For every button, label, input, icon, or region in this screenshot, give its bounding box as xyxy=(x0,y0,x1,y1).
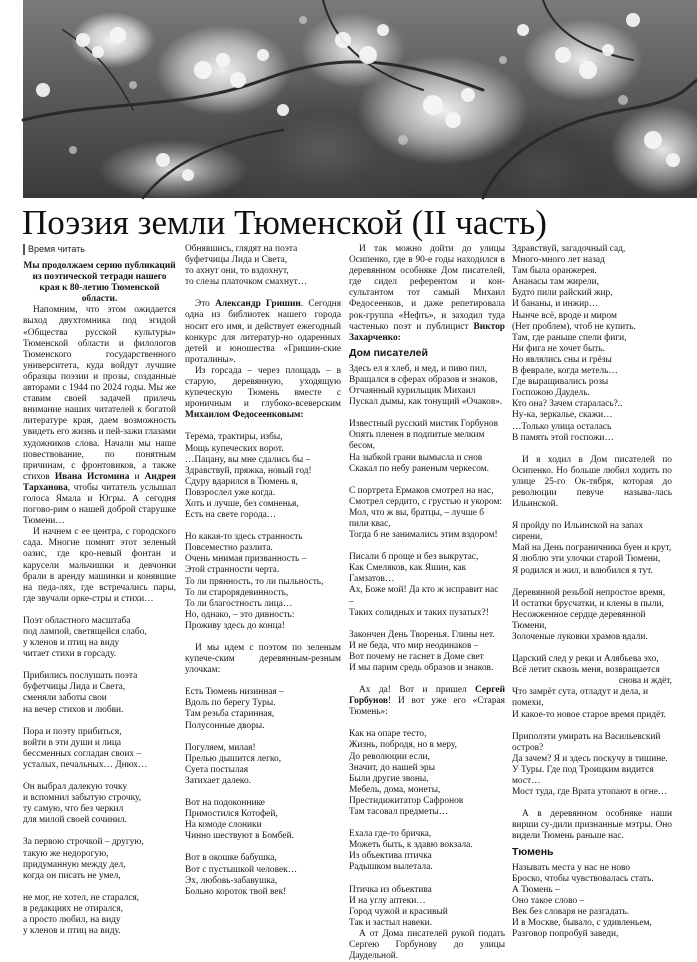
body-paragraph: Ах да! Вот и пришел Сергей Горбунов! И вот уже его «Старая Тюмень»: xyxy=(349,685,505,718)
body-paragraph: И начнем с ее центра, с городского сада. Многие помнят этот зеленый оазис, где кро-невый фонтан и карусели мальчишки и девчонки брали в аренду машинки и конявшие на педа-лях, где встречались пары, где звучали орке-стры и стихи… xyxy=(23,527,176,604)
poem-stanza: За первою строчкой – другую, такую же недорогую, придуманную между дел, когда он писать не умел, xyxy=(23,837,144,881)
poem-stanza: Терема, трактиры, избы, Мощь купеческих ворот. …Пацану, вы мне сдались бы – Здравствуй, пряжка, новый год! Сдуру вдарился в Тюмень я, Повзрослел уже когда. Хоть и лучше, без сомненья, Есть на свете города… xyxy=(185,432,312,521)
body-paragraph: А от Дома писателей рукой подать Сергею Горбунову до улицы Даудельной. xyxy=(349,928,505,962)
body-paragraph: Это Александр Гришин. Сегодня одна из библиотек нашего города носит его имя, и действует ежегодный конкурс для литератур-но одаренных детей и юношества «Гришин-ские проталины». xyxy=(185,299,341,365)
body-paragraph: Напомним, что этом ожидается выход двухтомника под эгидой «Общества русской культуры» Тюменской области и филологов Тюменского государственного университета, куда войдут лучшие образцы поэзии и прозы, созданные авторами с 1944 по 2024 годы. Мы же ставим своей задачей прилечь внимание наших читателей к богатой литературе края, даем возможность увидеть его жизнь и пей-зажи глазами художников слова. Начали мы наше повествование, по понятным причинам, с фронтовиков, а также стихов Ивана Истомина и Андрея Тарханова, чтобы читатель услышал голоса Ямала и Югры. А сегодня погово-рим о нашей доброй старушке Тюмени… xyxy=(23,305,176,527)
poem-stanza: Вот на подоконнике Примостился Котофей, На комоде слоники Чинно шествуют в Бомбей. xyxy=(185,798,294,842)
article-title: Поэзия земли Тюменской (II часть) xyxy=(22,203,547,242)
poem-title: Дом писателей xyxy=(349,346,428,359)
body-paragraph: А в деревянном особняке наши вирши су-дили признанные мэтры. Оно видели Тюмень раньше нас. xyxy=(512,809,672,842)
body-paragraph: И я ходил в Дом писателей по Осипенко. Но больше любил ходить по улице 25-го Ок-тября, которая до революции певуче называ-лась Ильинской. xyxy=(512,454,672,510)
poem-stanza: Пора и поэту прибиться, войти в эти души и лица бессменных согладан своих – усталых, печальных… Днюх… xyxy=(23,726,148,770)
poem-stanza: Вот в окошке бабушка, Вот с пустышкой человек… Эх, любовь-забавушка, Больно короток твой век! xyxy=(185,853,298,897)
poem-stanza: Царский след у реки и Алябьева эхо, Всё летит сквозь меня, возвращается снова и ждёт, Что замрёт сута, отладут и дела, и помехи, И какое-то новое старое время придёт. xyxy=(512,654,672,720)
column-3 xyxy=(349,244,505,962)
poem-stanza: Есть Тюмень низинная – Вдоль по берегу Туры. Там резьба старинная, Полусонные дворы. xyxy=(185,687,284,731)
poem-stanza: Здравствуй, загадочный сад, Много-много лет назад Там была оранжерея. Ананасы там жирели, Будто пили райский жир, И бананы, и инжир… Нынче всё, вроде и миром (Нет проблем), чтоб не купить. Там, где раньше спели фиги, Ни фига не хочет быть. Но являлись сны и грёзы В феврале, когда метель… Где выращивались розы Госпожою Даудель. Кто она? Зачем старалась?.. Ну-ка, зеркалье, скажи… …Только улица осталась В память этой госпожи… xyxy=(512,244,636,443)
poem-stanza: не мог, не хотел, не старался, в редакциях не отирался, а просто любил, на виду у кленов и птиц на виду. xyxy=(23,892,140,937)
poem-stanza: Погуляем, милая! Прелью дышится легко, Суета постылая Затихает далеко. xyxy=(185,742,282,786)
poem-stanza: С портрета Ермаков смотрел на нас, Смотрел сердито, с грустью и укором: Мол, что ж вы, братцы, – лучше б пили квас, Тогда б не занимались этим вздором! xyxy=(349,485,502,541)
header-photo xyxy=(23,0,697,198)
body-paragraph: И так можно дойти до улицы Осипенко, где в 90-е годы находился в деревянном особняке Дом писателей, где сидел референтом и кон-сультантом тот самый Михаил Федосеенков, и даже репетировала рок-группа «Нефть», и заходил туда частенько поэт и публицист Виктор Захарченко: xyxy=(349,244,505,343)
poem-stanza: Он выбрал далекую точку и вспомнил забытую строчку, ту самую, что без черкил для милой своей сочинил. xyxy=(23,782,142,826)
body-paragraph: И мы идем с поэтом по зеленым купече-ским деревянным-резным улочкам: xyxy=(185,643,341,676)
poem-stanza: Как на опаре тесто, Жизнь, побродя, но в меру, До революции если, Значит, до нашей эры Были другие звоны, Мебель, дома, монеты, Престидижитатор Сафронов Там тасовал предметы… xyxy=(349,729,464,818)
poem-stanza: Птичка из объектива И на углу аптеки… Город чужой и красивый Так и застыл навеки. xyxy=(349,884,448,928)
poem-stanza: Здесь ел я хлеб, и мед, и пиво пил, Вращался в сферах образов и знаков, Отчаянный курильщик Михаил Пускал дымы, как тонущий «Очаков». xyxy=(349,363,503,408)
blossom-branches-image xyxy=(23,0,697,198)
poem-stanza: Прибились послушать поэта буфетчицы Лида и Света, сменяли заботы свои на вечер стихов и любви. xyxy=(23,671,138,715)
poem-stanza: Закончен День Творенья. Глины нет. И не беда, что мир неодинаков – Вот почему не гаснет в Доме свет И мы парим средь образов и знаков. xyxy=(349,629,495,673)
poem-stanza: Известный русский мистик Горбунов Опять пленен в подпитые мелким бесом, На зыбкой грани вымысла и снов Скакал по небу раненым черкесом. xyxy=(349,419,499,474)
poem-stanza: Называть места у нас не ново Броско, чтобы чувствовалась стать. А Тюмень – Оно такое слово – Век без словаря не разгадать. И в Москве, бывало, с удивленьем, Разговор попробуй заведи, xyxy=(512,862,654,940)
poem-stanza: Приполэти умирать на Васильевский остров? Да зачем? Я и здесь поскучу в тишине. У Туры. Где под Троицким видится мост… Мост туда, где Врата утопают в огне… xyxy=(512,731,668,798)
poem-stanza: Ехала где-то бричка, Можеть быть, к здавю вокзала. Из объектива птичка Радышком вылетала. xyxy=(349,829,473,873)
poem-stanza: Поэт областного масштаба под лампой, светящейся слабо, у кленов и птиц на виду читает стихи в горсаду. xyxy=(23,615,147,660)
column-1 xyxy=(23,244,176,937)
column-2 xyxy=(185,244,341,898)
poem-stanza: Я пройду по Ильинской на запах сирени, Май на День пограничника буен и крут, Я люблю эти улочки старой Тюмени, Я родился и жил, и влюбился я тут. xyxy=(512,521,672,576)
poem-stanza: Деревянной резьбой непростое время, И остатки брусчатки, и клены в пыли, Несожженное сердце деревянной Тюмени, Золоченые луковки храмов вдали. xyxy=(512,587,666,642)
lead-paragraph: Мы продолжаем серию публикаций из поэтической тетради нашего края к 80-летию Тюменской области. xyxy=(23,261,176,305)
body-paragraph: Из горсада – через площадь – в старую, деревянную, уходящую купеческую Тюмень вместе с ироничным и глубоко-всеверским Михаилом Федосеенковым: xyxy=(185,365,341,421)
reading-time-label: Время читать xyxy=(23,244,176,255)
poem-stanza: Но какая-то здесь странность Повсеместно разлита. Очень мнимая призванность – Этой странности черта. То ли прянность, то ли пыльность, То ли старорядевинность, То ли благостность лица… Но, однако, – это дивность: Проживу здесь до конца! xyxy=(185,532,324,631)
poem-stanza: Обнявшись, глядят на поэта буфетчицы Лида и Света, то ахнут они, то вздохнут, то слезы платочком смахнут… xyxy=(185,244,308,288)
poem-title: Тюмень xyxy=(512,845,554,858)
column-4 xyxy=(512,244,672,940)
poem-stanza: Писали б проще и без выкрутас, Как Смеляков, как Яшин, как Гамзатов… Ах, Боже мой! Да кто ж исправит нас – Таких солидных и таких пузатых?! xyxy=(349,552,499,618)
